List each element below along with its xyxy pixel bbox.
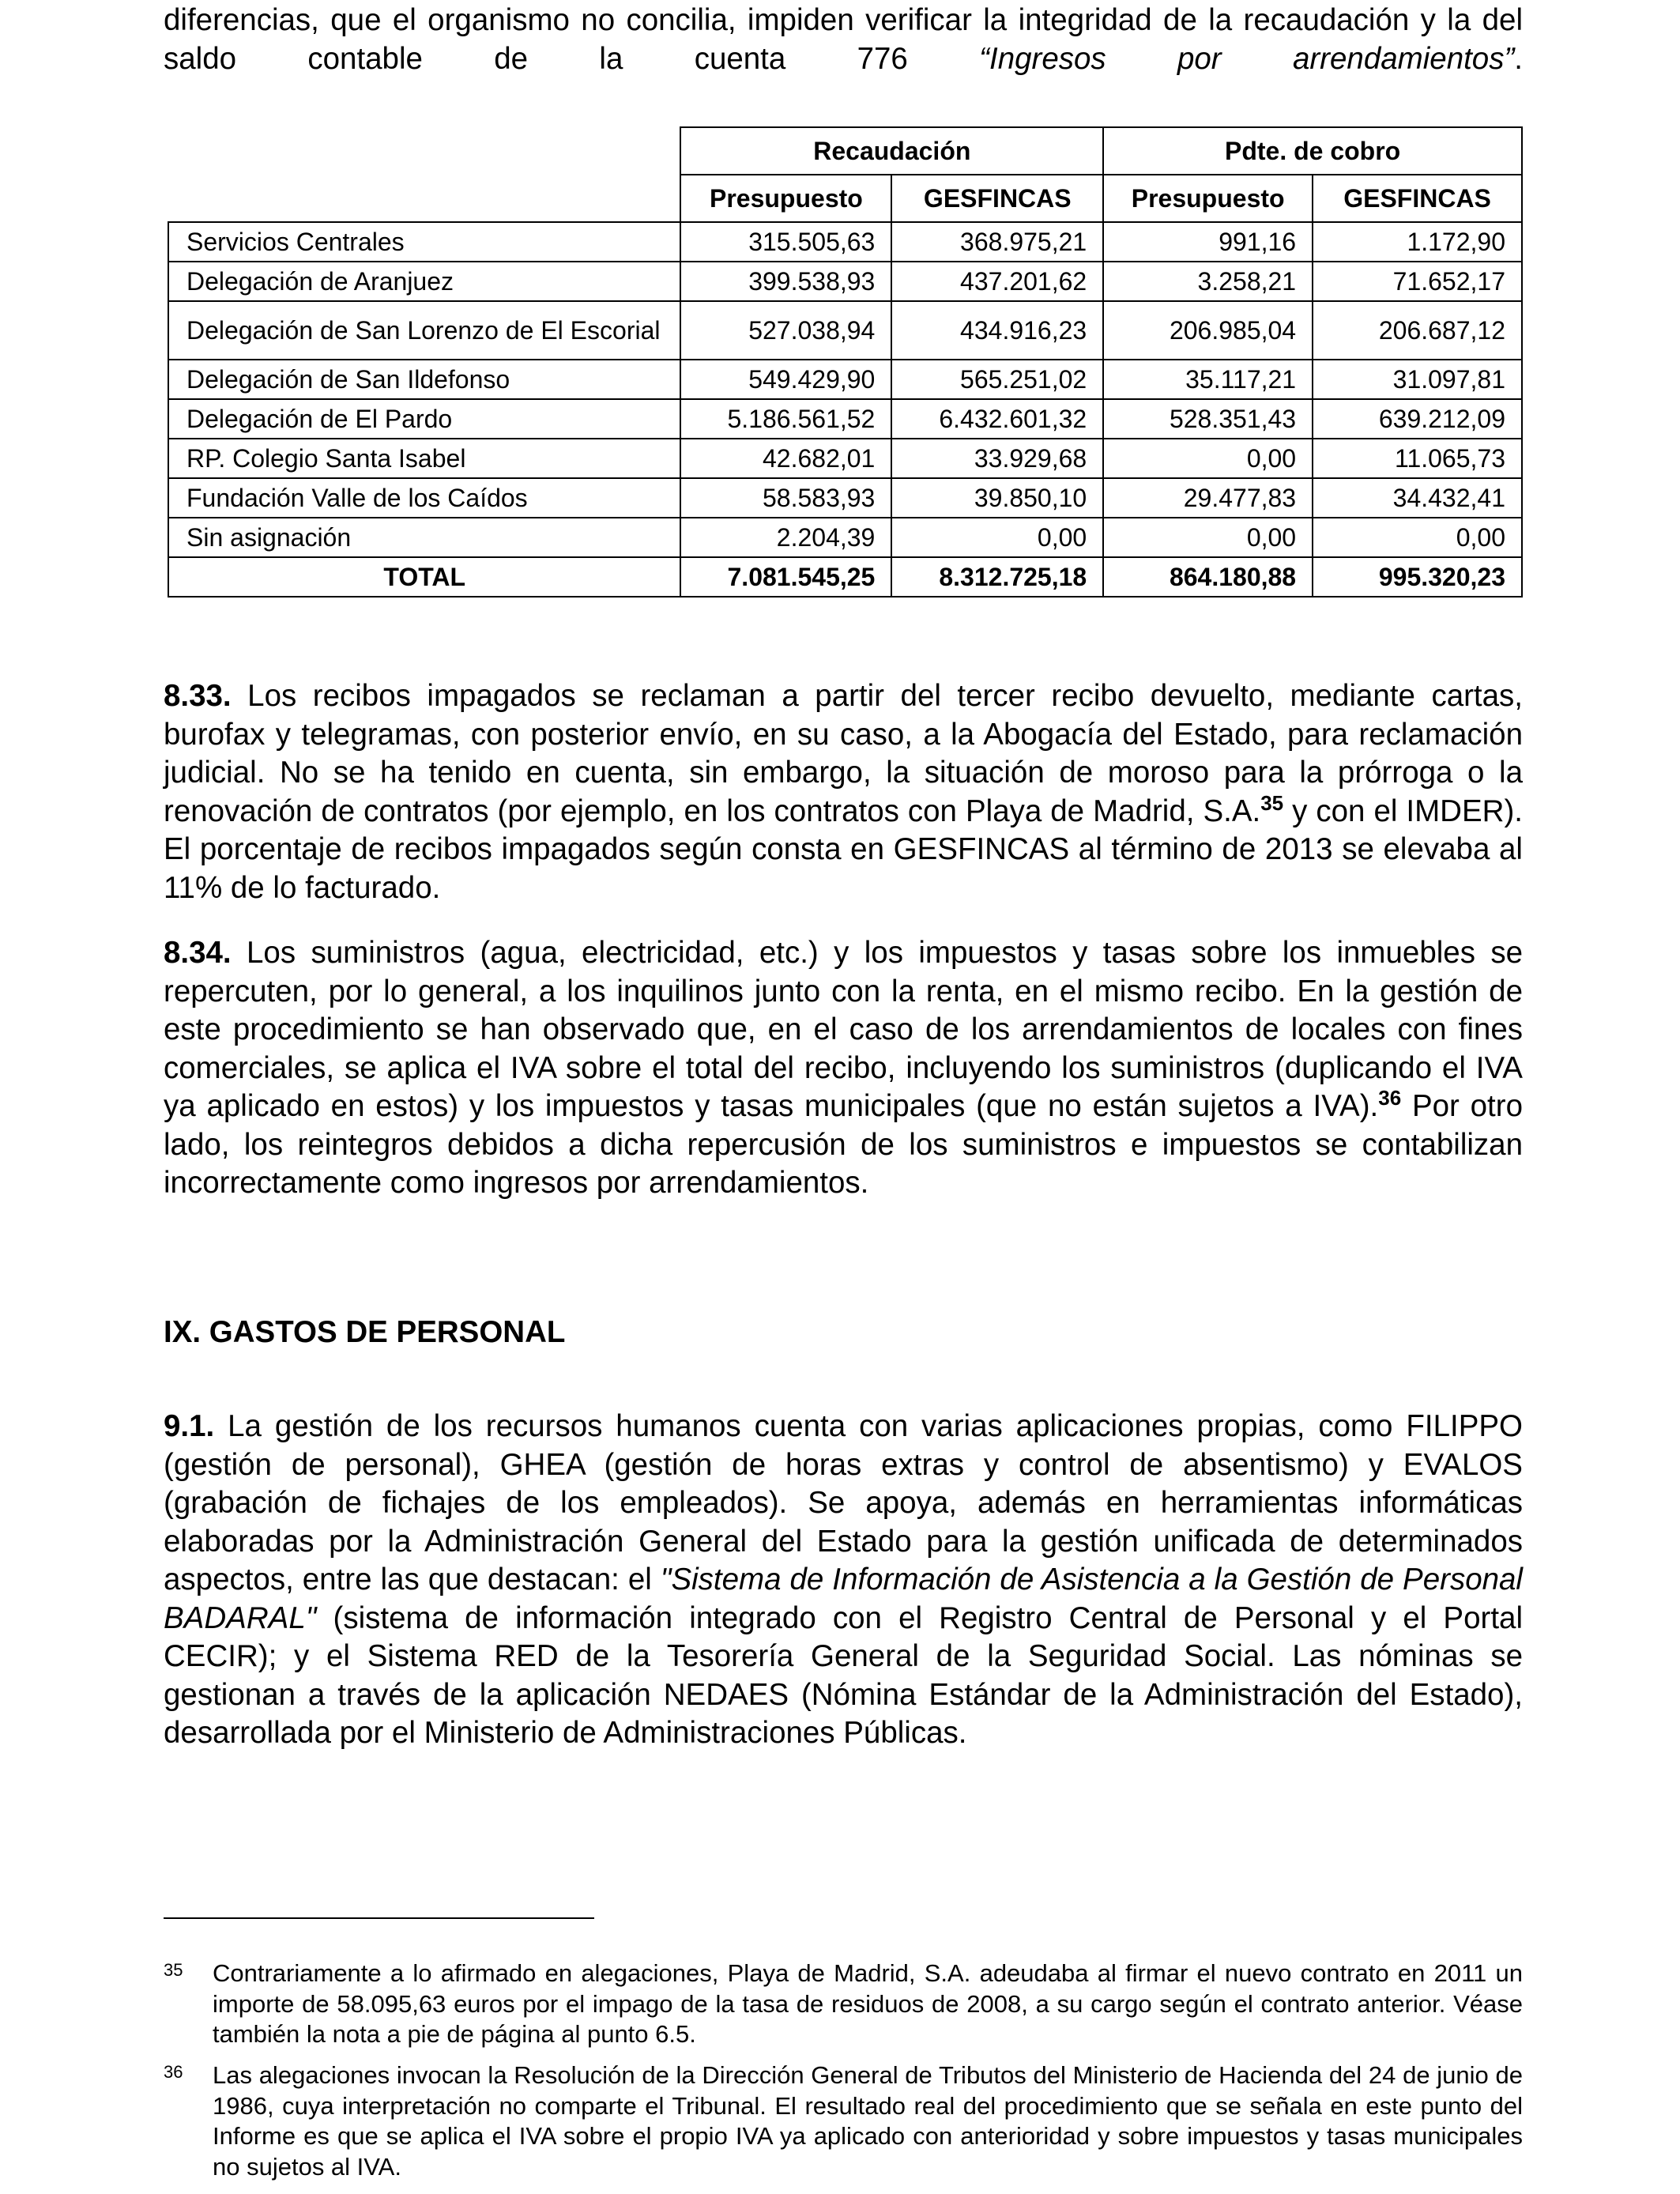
paragraph-italic: "Sistema de Información de Asistencia a la Gestión de Personal BADARAL" — [164, 1563, 1523, 1635]
cell-value: 206.985,04 — [1103, 301, 1313, 360]
footnote-number: 36 — [164, 2062, 183, 2082]
intro-italic: “Ingresos por arrendamientos” — [979, 41, 1515, 76]
footnote-divider — [164, 1917, 594, 1919]
paragraph-number: 8.33. — [164, 679, 232, 713]
cell-value: 35.117,21 — [1103, 360, 1313, 399]
paragraph-number: 8.34. — [164, 936, 232, 970]
table-total-row — [168, 557, 1522, 597]
cell-value: 368.975,21 — [891, 222, 1103, 262]
footnote-ref-35[interactable]: 35 — [1260, 790, 1284, 815]
cell-value: 565.251,02 — [891, 360, 1103, 399]
cell-value: 549.429,90 — [680, 360, 891, 399]
paragraph-text: La gestión de los recursos humanos cuenta con varias aplicaciones propias, como FILIPPO (gestión de personal), GHEA (gestión de horas extras y control de absentismo) y EVALOS (grabación de fichajes de los empleados). Se apoya, además en herramientas informáticas elaboradas por la Administración General del Estado para la gestión unificada de determinados aspectos, entre las que destacan: el — [164, 1409, 1523, 1596]
cell-value: 58.583,93 — [680, 478, 891, 518]
total-label: TOTAL — [168, 557, 680, 597]
total-value: 7.081.545,25 — [680, 557, 891, 597]
row-label: Delegación de San Lorenzo de El Escorial — [168, 301, 680, 360]
paragraph-number: 9.1. — [164, 1409, 215, 1443]
footnote-number: 35 — [164, 1960, 183, 1980]
cell-value: 434.916,23 — [891, 301, 1103, 360]
table-row — [168, 222, 1522, 262]
cell-value: 206.687,12 — [1313, 301, 1522, 360]
subheader-presupuesto: Presupuesto — [680, 175, 891, 222]
recaudacion-table — [168, 126, 1523, 598]
cell-value: 399.538,93 — [680, 262, 891, 301]
cell-value: 437.201,62 — [891, 262, 1103, 301]
cell-value: 0,00 — [891, 518, 1103, 557]
cell-value: 5.186.561,52 — [680, 399, 891, 439]
cell-value: 31.097,81 — [1313, 360, 1522, 399]
table-corner — [168, 127, 680, 175]
cell-value: 0,00 — [1103, 518, 1313, 557]
table-row — [168, 262, 1522, 301]
cell-value: 639.212,09 — [1313, 399, 1522, 439]
cell-value: 991,16 — [1103, 222, 1313, 262]
header-recaudacion: Recaudación — [680, 127, 1103, 175]
subheader-presupuesto: Presupuesto — [1103, 175, 1313, 222]
paragraph-text: Por otro lado, los reintegros debidos a dicha repercusión de los suministros e impuestos se contabilizan incorrectamente como ingresos por arrendamientos. — [164, 1089, 1523, 1200]
footnote-35 — [164, 1958, 1523, 2050]
footnote-text: Las alegaciones invocan la Resolución de la Dirección General de Tributos del Ministerio de Hacienda del 24 de junio de 1986, cuya interpretación no comparte el Tribunal. El resultado real del procedimiento que se señala en este punto del Informe es que se aplica el IVA sobre el propio IVA ya aplicado con anterioridad y sobre impuestos y tasas municipales no sujetos al IVA. — [213, 2061, 1523, 2181]
footnote-36 — [164, 2060, 1523, 2182]
cell-value: 0,00 — [1313, 518, 1522, 557]
cell-value: 33.929,68 — [891, 439, 1103, 478]
table-row — [168, 360, 1522, 399]
cell-value: 29.477,83 — [1103, 478, 1313, 518]
table-row — [168, 301, 1522, 360]
table-row — [168, 478, 1522, 518]
paragraph-8-33 — [164, 677, 1523, 907]
header-pdte-cobro: Pdte. de cobro — [1103, 127, 1522, 175]
paragraph-text: (sistema de información integrado con el Registro Central de Personal y el Portal CECIR); y el Sistema RED de la Tesorería General de la Seguridad Social. Las nóminas se gestionan a través de la aplicación NEDAES (Nómina Estándar de la Administración del Estado), desarrollada por el Ministerio de Administraciones Públicas. — [164, 1600, 1523, 1750]
table-corner — [168, 175, 680, 222]
total-value: 995.320,23 — [1313, 557, 1522, 597]
row-label: Delegación de Aranjuez — [168, 262, 680, 301]
paragraph-9-1 — [164, 1408, 1523, 1753]
table-sub-header-row — [168, 175, 1522, 222]
cell-value: 528.351,43 — [1103, 399, 1313, 439]
cell-value: 6.432.601,32 — [891, 399, 1103, 439]
table-row — [168, 399, 1522, 439]
footnote-text: Contrariamente a lo afirmado en alegaciones, Playa de Madrid, S.A. adeudaba al firmar el nuevo contrato en 2011 un importe de 58.095,63 euros por el impago de la tasa de residuos de 2008, a su cargo según el contrato anterior. Véase también la nota a pie de página al punto 6.5. — [213, 1959, 1523, 2048]
section-heading: IX. GASTOS DE PERSONAL — [164, 1315, 566, 1349]
intro-paragraph — [164, 2, 1523, 117]
total-value: 8.312.725,18 — [891, 557, 1103, 597]
subheader-gesfincas: GESFINCAS — [1313, 175, 1522, 222]
cell-value: 71.652,17 — [1313, 262, 1522, 301]
row-label: Fundación Valle de los Caídos — [168, 478, 680, 518]
paragraph-text: y con el IMDER). El porcentaje de recibos impagados según consta en GESFINCAS al término de 2013 se elevaba al 11% de lo facturado. — [164, 794, 1523, 905]
intro-text: diferencias, que el organismo no concilia, impiden verificar la integridad de la recaudación y la del saldo contable de la cuenta 776 — [164, 3, 1523, 76]
cell-value: 11.065,73 — [1313, 439, 1522, 478]
row-label: Sin asignación — [168, 518, 680, 557]
cell-value: 42.682,01 — [680, 439, 891, 478]
paragraph-8-34 — [164, 934, 1523, 1203]
row-label: RP. Colegio Santa Isabel — [168, 439, 680, 478]
total-value: 864.180,88 — [1103, 557, 1313, 597]
intro-end: . — [1514, 41, 1523, 76]
footnote-ref-36[interactable]: 36 — [1378, 1086, 1402, 1110]
table-row — [168, 439, 1522, 478]
cell-value: 1.172,90 — [1313, 222, 1522, 262]
table-row — [168, 518, 1522, 557]
cell-value: 527.038,94 — [680, 301, 891, 360]
cell-value: 39.850,10 — [891, 478, 1103, 518]
cell-value: 0,00 — [1103, 439, 1313, 478]
paragraph-text: Los suministros (agua, electricidad, etc.) y los impuestos y tasas sobre los inmuebles se repercuten, por lo general, a los inquilinos junto con la renta, en el mismo recibo. En la gestión de este procedimiento se han observado que, en el caso de los arrendamientos de locales con fines comerciales, se aplica el IVA sobre el total del recibo, incluyendo los suministros (duplicando el IVA ya aplicado en estos) y los impuestos y tasas municipales (que no están sujetos a IVA). — [164, 936, 1523, 1123]
cell-value: 3.258,21 — [1103, 262, 1313, 301]
subheader-gesfincas: GESFINCAS — [891, 175, 1103, 222]
row-label: Delegación de El Pardo — [168, 399, 680, 439]
cell-value: 2.204,39 — [680, 518, 891, 557]
paragraph-text: Los recibos impagados se reclaman a partir del tercer recibo devuelto, mediante cartas, burofax y telegramas, con posterior envío, en su caso, a la Abogacía del Estado, para reclamación judicial. No se ha tenido en cuenta, sin embargo, la situación de moroso para la prórroga o la renovación de contratos (por ejemplo, en los contratos con Playa de Madrid, S.A. — [164, 679, 1523, 828]
cell-value: 315.505,63 — [680, 222, 891, 262]
row-label: Servicios Centrales — [168, 222, 680, 262]
table-group-header-row — [168, 127, 1522, 175]
cell-value: 34.432,41 — [1313, 478, 1522, 518]
row-label: Delegación de San Ildefonso — [168, 360, 680, 399]
